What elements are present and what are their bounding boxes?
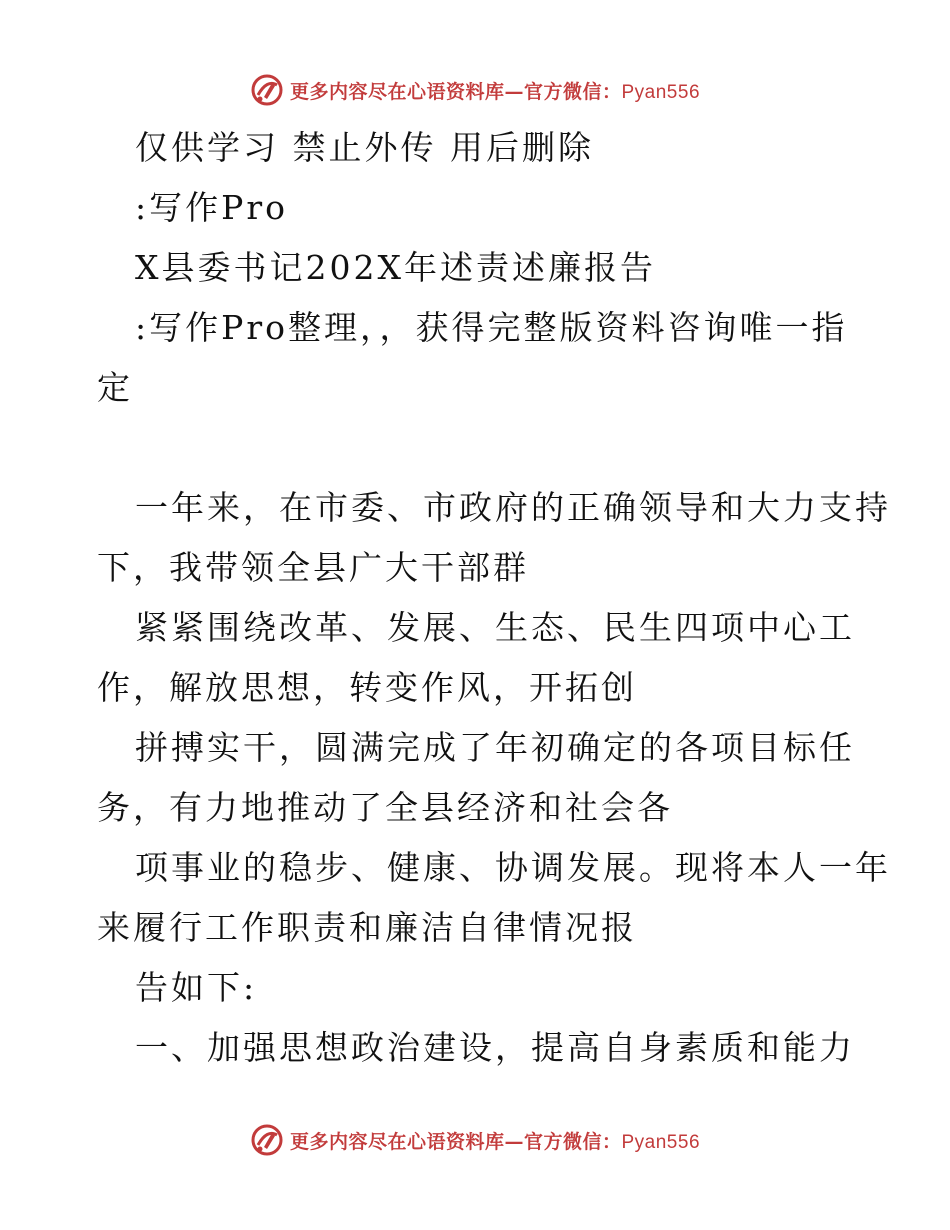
banner-text: 更多内容尽在心语资料库—官方微信：Pyan556 xyxy=(289,1130,701,1153)
wechat-id: Pyan556 xyxy=(621,1131,701,1153)
paragraph-line: 一年来，在市委、市政府的正确领导和大力支持 xyxy=(135,488,891,527)
document-body xyxy=(97,118,891,1078)
paragraph-line: 告如下: xyxy=(135,968,258,1007)
paragraph-line: 下，我带领全县广大干部群 xyxy=(97,548,529,587)
wechat-id: Pyan556 xyxy=(621,81,701,103)
source-note-line-cont: 定 xyxy=(97,368,133,407)
section-heading: 一、加强思想政治建设，提高自身素质和能力 xyxy=(135,1028,855,1067)
paragraph-line: 项事业的稳步、健康、协调发展。现将本人一年 xyxy=(135,848,891,887)
library-logo-icon xyxy=(250,73,284,107)
source-note-line: :写作Pro整理，，获得完整版资料咨询唯一指 xyxy=(135,308,848,347)
banner-text: 更多内容尽在心语资料库—官方微信：Pyan556 xyxy=(289,80,701,103)
paragraph-line: 拼搏实干，圆满完成了年初确定的各项目标任 xyxy=(135,728,855,767)
paragraph-line: 作，解放思想，转变作风，开拓创 xyxy=(97,668,637,707)
library-logo-icon xyxy=(250,1123,284,1157)
footer-watermark-banner xyxy=(0,1120,950,1160)
paragraph-line: 来履行工作职责和廉洁自律情况报 xyxy=(97,908,637,947)
document-title: X县委书记202X年述责述廉报告 xyxy=(135,248,656,287)
header-watermark-banner xyxy=(0,70,950,110)
blank-line xyxy=(97,418,867,478)
paragraph-line: 务，有力地推动了全县经济和社会各 xyxy=(97,788,673,827)
source-line: :写作Pro xyxy=(135,188,288,227)
paragraph-line: 紧紧围绕改革、发展、生态、民生四项中心工 xyxy=(135,608,855,647)
notice-line: 仅供学习 禁止外传 用后删除 xyxy=(135,128,594,167)
